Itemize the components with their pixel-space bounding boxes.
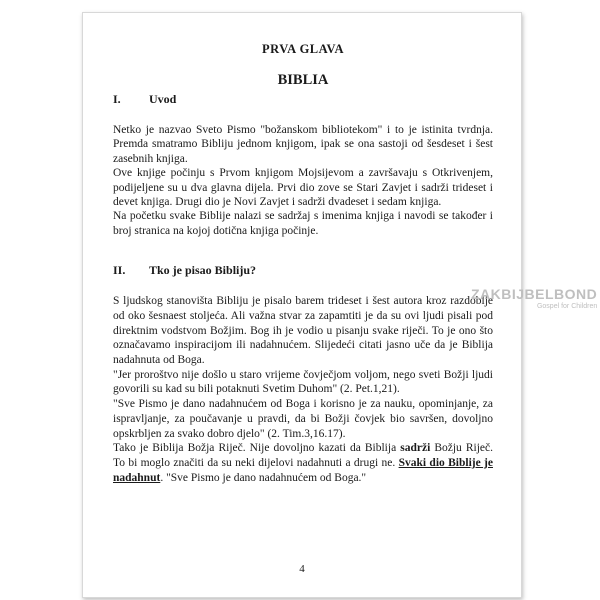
quote-paragraph: "Sve Pismo je dano nadahnućem od Boga i korisno je za nauku, opominjanje, za ispravljanje, za poučavanje u pravdi, da bi Božji čovjek bio savršen, dovoljno opskrbljen za svako dobro djelo" (2. Tim.3,16.17). (113, 398, 493, 440)
watermark-main-text: ZAKBIJBELBOND (471, 286, 598, 302)
bold-underlined-text: Svaki dio Biblije je nadahnut (113, 456, 493, 484)
book-page (82, 12, 598, 598)
section-heading-authors (113, 262, 493, 278)
chapter-heading: PRVA GLAVA (261, 42, 345, 56)
paragraph: S ljudskog stanovišta Bibliju je pisalo barem trideset i šest autora kroz razdoblje od oko šesnaest stoljeća. Ali važna stvar za zapamtiti je da su ovi ljudi pisali pod direktnim vodstvom Božjim. Bog ih je vodio u pisanju svake riječi. To je ono što označavamo inspiracijom ili nadahnućem. Slijedeći citati jasno uče da je Biblija nadahnuta od Boga. (113, 295, 493, 367)
watermark-sub-text: Gospel for Children (536, 303, 598, 310)
conclusion-paragraph (113, 441, 493, 485)
paragraph: Ove knjige počinju s Prvom knjigom Mojsijevom a završavaju s Otkrivenjem, podijeljene su u dva glavna dijela. Prvi dio zove se Stari Zavjet i sadrži trideset i devet knjiga. Drugi dio je Novi Zavjet i sadrži dvadeset i sedam knjiga. (113, 167, 493, 209)
section-body-intro (113, 123, 493, 238)
text-run: Božju Riječ. To bi moglo značiti da su neki dijelovi nadahnuti a drugi ne. (113, 442, 493, 469)
quote-paragraph: "Jer proroštvo nije došlo u staro vrijeme čovječjom voljom, nego sveti Božji ljudi govorili su kad su bili potaknuti Svetim Duhom" (2. Pet.1,21). (113, 368, 493, 396)
paragraph: Netko je nazvao Sveto Pismo "božanskom bibliotekom" i to je istinita tvrdnja. Premda smatramo Bibliju jednom knjigom, ipak se ona sastoji od šesdeset i šest zasebnih knjiga. (113, 124, 493, 165)
text-run: . "Sve Pismo je dano nadahnućem od Boga." (160, 471, 367, 484)
bold-text: sadrži (400, 442, 431, 455)
page-content (113, 41, 493, 485)
page-number: 4 (299, 563, 305, 575)
paragraph: Na početku svake Biblije nalazi se sadržaj s imenima knjiga i navodi se također i broj stranica na kojoj dotična knjiga počinje. (113, 210, 493, 237)
section-body-authors (113, 294, 493, 485)
section-title: Tko je pisao Bibliju? (149, 263, 257, 278)
text-run: Tako je Biblija Božja Riječ. Nije dovoljno kazati da Biblija (113, 442, 401, 455)
section-number: I. (113, 92, 121, 106)
page-title: BIBLIA (277, 72, 329, 88)
section-number: II. (113, 263, 126, 278)
section-heading-intro (113, 91, 493, 107)
section-title: Uvod (149, 92, 177, 106)
